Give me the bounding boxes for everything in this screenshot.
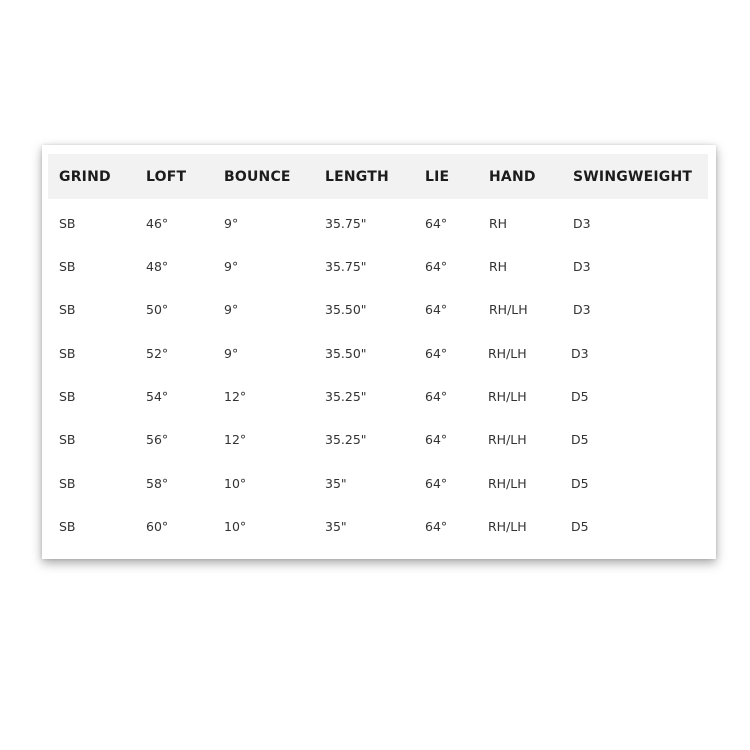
table-cell: 35": [325, 519, 347, 534]
table-cell: D5: [571, 519, 589, 534]
table-cell: D3: [571, 346, 589, 361]
table-cell: 52°: [146, 346, 169, 361]
table-cell: 9°: [224, 216, 239, 231]
table-cell: 48°: [146, 259, 169, 274]
table-cell: 35.50": [325, 346, 367, 361]
table-cell: 35": [325, 476, 347, 491]
table-cell: 46°: [146, 216, 169, 231]
table-cell: D5: [571, 476, 589, 491]
table-cell: 35.75": [325, 259, 367, 274]
header-hand: HAND: [489, 169, 536, 185]
table-cell: SB: [59, 302, 76, 317]
table-cell: RH/LH: [488, 519, 527, 534]
table-cell: D5: [571, 432, 589, 447]
table-cell: 54°: [146, 389, 169, 404]
header-grind: GRIND: [59, 169, 111, 185]
table-cell: 10°: [224, 476, 247, 491]
table-cell: RH: [489, 216, 508, 231]
table-cell: 10°: [224, 519, 247, 534]
table-cell: 9°: [224, 302, 239, 317]
table-cell: SB: [59, 346, 76, 361]
table-cell: 64°: [425, 259, 448, 274]
table-cell: 12°: [224, 389, 247, 404]
table-cell: SB: [59, 389, 76, 404]
header-swingweight: SWINGWEIGHT: [573, 169, 693, 185]
table-cell: 35.75": [325, 216, 367, 231]
table-cell: D5: [571, 389, 589, 404]
table-cell: 64°: [425, 432, 448, 447]
table-cell: 35.25": [325, 432, 367, 447]
specs-table: [42, 145, 716, 559]
table-cell: 64°: [425, 519, 448, 534]
table-cell: 64°: [425, 389, 448, 404]
header-loft: LOFT: [146, 169, 187, 185]
table-cell: SB: [59, 432, 76, 447]
table-cell: RH: [489, 259, 508, 274]
table-cell: 56°: [146, 432, 169, 447]
table-cell: RH/LH: [489, 302, 528, 317]
header-lie: LIE: [425, 169, 450, 185]
table-cell: 35.25": [325, 389, 367, 404]
header-length: LENGTH: [325, 169, 389, 185]
table-cell: SB: [59, 476, 76, 491]
table-cell: 50°: [146, 302, 169, 317]
table-cell: SB: [59, 519, 76, 534]
header-bounce: BOUNCE: [224, 169, 291, 185]
table-cell: RH/LH: [488, 476, 527, 491]
table-cell: D3: [573, 259, 591, 274]
table-cell: D3: [573, 302, 591, 317]
table-cell: D3: [573, 216, 591, 231]
table-cell: RH/LH: [488, 346, 527, 361]
table-cell: 12°: [224, 432, 247, 447]
table-cell: 9°: [224, 259, 239, 274]
table-cell: RH/LH: [488, 389, 527, 404]
table-cell: 60°: [146, 519, 169, 534]
table-cell: 64°: [425, 346, 448, 361]
table-cell: 35.50": [325, 302, 367, 317]
table-cell: 58°: [146, 476, 169, 491]
table-cell: 64°: [425, 476, 448, 491]
table-cell: 64°: [425, 302, 448, 317]
table-cell: 9°: [224, 346, 239, 361]
table-cell: SB: [59, 216, 76, 231]
table-cell: 64°: [425, 216, 448, 231]
table-cell: RH/LH: [488, 432, 527, 447]
table-cell: SB: [59, 259, 76, 274]
